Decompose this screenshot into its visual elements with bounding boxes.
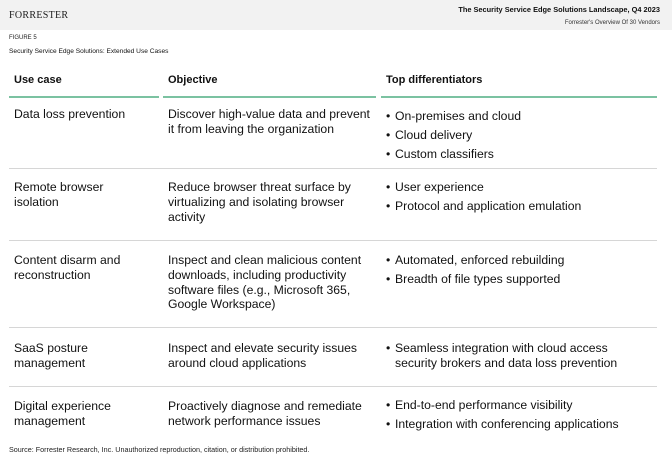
row-4-differentiators xyxy=(386,341,651,375)
column-header-objective: Objective xyxy=(168,74,218,86)
row-separator xyxy=(9,327,657,328)
row-5-differentiators xyxy=(386,398,666,436)
row-2-differentiator: • Protocol and application emulation xyxy=(386,199,656,214)
figure-title: Security Service Edge Solutions: Extended Use Cases xyxy=(9,48,169,55)
row-1-use-case: Data loss prevention xyxy=(14,107,126,121)
row-separator xyxy=(9,240,657,241)
row-3-differentiators xyxy=(386,253,656,291)
row-1-differentiators xyxy=(386,109,656,165)
row-3-use-case: Content disarm and reconstruction xyxy=(14,253,121,282)
forrester-logo: FORRESTER xyxy=(9,10,69,21)
row-separator xyxy=(9,386,657,387)
row-4-use-case: SaaS posture management xyxy=(14,341,88,370)
row-2-use-case: Remote browser isolation xyxy=(14,180,104,209)
row-1-objective: Discover high-value data and prevent it from leaving the organization xyxy=(168,107,370,136)
row-5-use-case: Digital experience management xyxy=(14,399,111,428)
top-header-band xyxy=(0,0,672,30)
row-5-differentiator: • End-to-end performance visibility xyxy=(386,398,666,413)
report-subtitle: Forrester's Overview Of 30 Vendors xyxy=(564,20,660,26)
row-separator xyxy=(9,168,657,169)
row-3-objective: Inspect and clean malicious content downloads, including productivity software files (e.g., Microsoft 365, Google Workspace) xyxy=(168,253,362,312)
report-title: The Security Service Edge Solutions Landscape, Q4 2023 xyxy=(458,5,660,14)
row-1-differentiator: • Cloud delivery xyxy=(386,128,656,143)
row-3-differentiator: • Automated, enforced rebuilding xyxy=(386,253,656,268)
row-2-objective: Reduce browser threat surface by virtualizing and isolating browser activity xyxy=(168,180,351,224)
row-4-differentiator: • Seamless integration with cloud access security brokers and data loss prevention xyxy=(386,341,651,371)
row-1-differentiator: • On-premises and cloud xyxy=(386,109,656,124)
row-5-differentiator: • Integration with conferencing applications xyxy=(386,417,666,432)
row-3-differentiator: • Breadth of file types supported xyxy=(386,272,656,287)
column-header-use-case: Use case xyxy=(14,74,62,86)
header-rule-use-case xyxy=(9,96,159,98)
figure-label: FIGURE 5 xyxy=(9,35,37,41)
row-2-differentiator: • User experience xyxy=(386,180,656,195)
row-2-differentiators xyxy=(386,180,656,218)
row-1-differentiator: • Custom classifiers xyxy=(386,147,656,162)
header-rule-differentiators xyxy=(381,96,657,98)
header-rule-objective xyxy=(163,96,376,98)
row-5-objective: Proactively diagnose and remediate network performance issues xyxy=(168,399,362,428)
column-header-top-differentiators: Top differentiators xyxy=(386,74,483,86)
source-note: Source: Forrester Research, Inc. Unauthorized reproduction, citation, or distribution prohibited. xyxy=(9,445,310,454)
row-4-objective: Inspect and elevate security issues around cloud applications xyxy=(168,341,358,370)
